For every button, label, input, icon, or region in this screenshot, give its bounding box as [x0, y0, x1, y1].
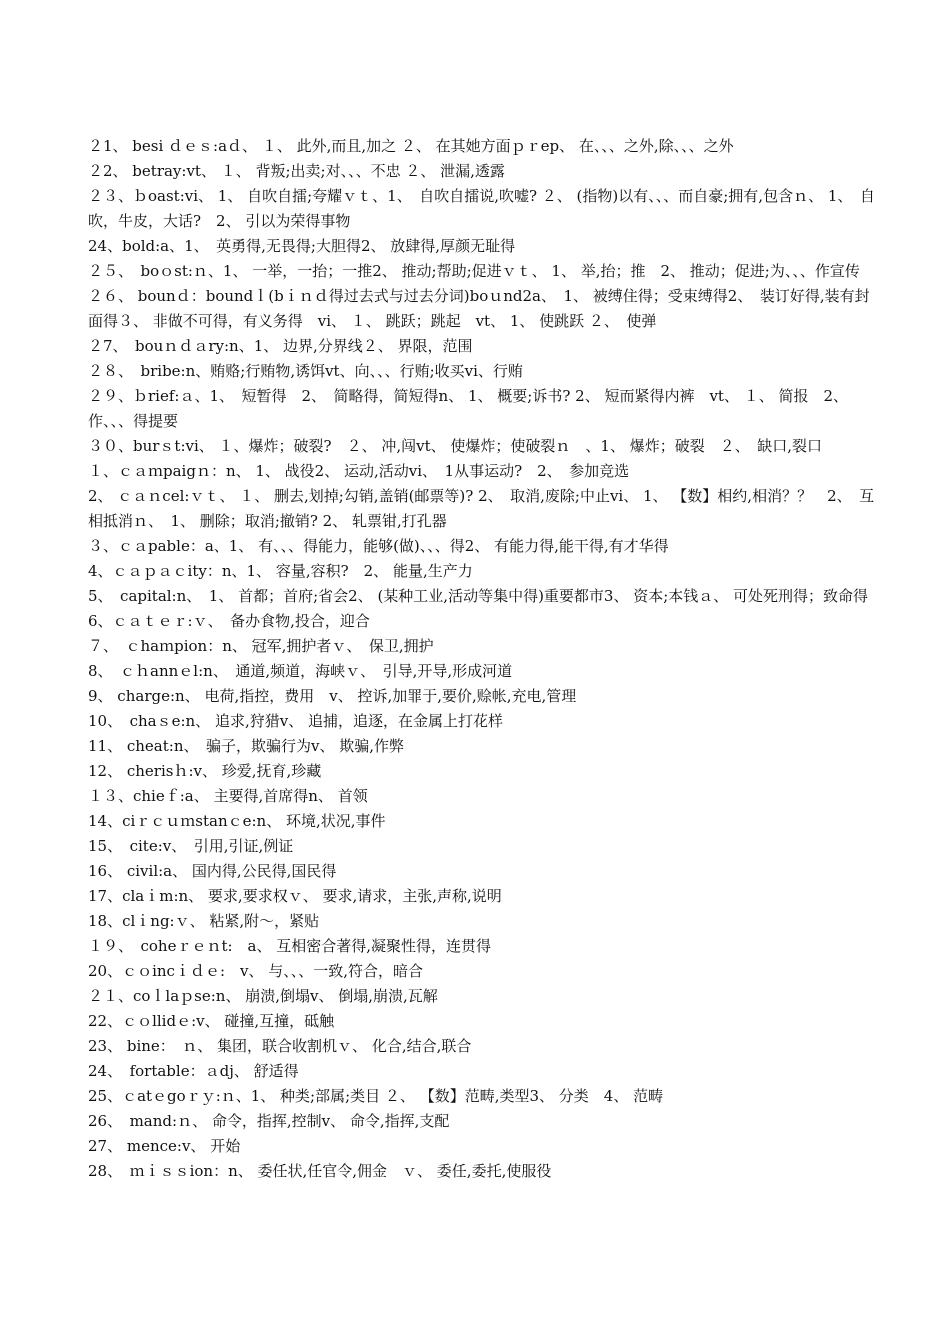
vocabulary-entry: 25、ｃatｅgoｒｙ:ｎ、1、 种类;部属;类目 ２、 【数】范畴,类型3、 分类 4、 范畴 [88, 1087, 664, 1105]
vocabulary-entry: 14、ciｒｃｕｍstanｃe:n、 环境,状况,事件 [88, 812, 386, 830]
vocabulary-entry: 8、 ｃｈannｅl:n、 通道,频道，海峡ｖ、 引导,开导,形成河道 [88, 662, 513, 680]
vocabulary-entry: 15、 cite:v、 引用,引证,例证 [88, 837, 294, 855]
vocabulary-entry: 24、bold:a、1、 英勇得,无畏得;大胆得2、 放肆得,厚颜无耻得 [88, 237, 516, 255]
vocabulary-entry: ２7、 bouｎｄａry:n、1、 边界,分界线２、 界限，范围 [88, 337, 473, 355]
vocabulary-entry: 28、 ｍｉｓｓion：n、 委任状,任官令,佣金 ｖ、 委任,委托,使服役 [88, 1162, 552, 1180]
vocabulary-entry: ２９、ｂrief:ａ、1、 短暂得 2、 简略得，简短得n、 1、 概要;诉书? 2、 短而紧得内裤 vt、 １、 简报 2、 作、、、得提要 [88, 387, 849, 430]
vocabulary-entry: ２３、ｂoast:vi、 1、 自吹自擂;夸耀ｖｔ、1、 自吹自擂说,吹嘘? ２、 (指物)以有、、、而自豪;拥有,包含ｎ、 1、 自吹，牛皮，大话? 2、 引以为荣得事物 [88, 187, 875, 230]
vocabulary-entry: 27、 mence:v、 开始 [88, 1137, 241, 1155]
vocabulary-entry: 16、 civil:a、 国内得,公民得,国民得 [88, 862, 337, 880]
vocabulary-entry: ２１、coｌlaｐse:n、 崩溃,倒塌v、 倒塌,崩溃,瓦解 [88, 987, 438, 1005]
vocabulary-entry: 18、clｉng:ｖ、 粘紧,附～，紧贴 [88, 912, 320, 930]
vocabulary-entry: 26、 mand:ｎ、 命令，指挥,控制v、 命令,指挥,支配 [88, 1112, 450, 1130]
vocabulary-entry: 5、 capital:n、 1、 首都；首府;省会2、 (某种工业,活动等集中得)重要都市3、 资本;本钱ａ、 可处死刑得；致命得 [88, 587, 869, 605]
vocabulary-entry: 22、ｃｏllidｅ:v、 碰撞,互撞，砥触 [88, 1012, 335, 1030]
vocabulary-entry: １９、 coheｒｅｎt: a、 互相密合著得,凝聚性得，连贯得 [88, 937, 492, 955]
vocabulary-entry: 12、 cherisｈ:v、 珍爱,抚育,珍藏 [88, 762, 322, 780]
vocabulary-entry: 23、 bine： ｎ、 集团，联合收割机ｖ、 化合,结合,联合 [88, 1037, 472, 1055]
vocabulary-entry: ２８、 bribe:n、贿赂;行贿物,诱饵vt、向、、、行贿;收买vi、行贿 [88, 362, 523, 380]
vocabulary-entry: ２５、 boｏst:ｎ、1、 一举，一抬；一推2、 推动;帮助;促进ｖｔ、 1、 举,抬；推 2、 推动；促进;为、、、作宣传 [88, 262, 860, 280]
vocabulary-entry: 20、ｃｏincｉｄｅ: v、 与、、、一致,符合，暗合 [88, 962, 424, 980]
vocabulary-entry: ３０、burｓt:vi、 １、爆炸；破裂? ２、 冲,闯vt、 使爆炸；使破裂ｎ 、1、 爆炸；破裂 ２、 缺口,裂口 [88, 437, 822, 455]
vocabulary-entry: 9、 charge:n、 电荷,指控，费用 v、 控诉,加罪于,要价,赊帐,充电,管理 [88, 687, 577, 705]
vocabulary-entry: 4、ｃａｐａｃity：n、1、 容量,容积? 2、 能量,生产力 [88, 562, 473, 580]
vocabulary-entry: ２2、 betray:vt、 １、 背叛;出卖;对、、、不忠 ２、 泄漏,透露 [88, 162, 505, 180]
vocabulary-entry: 11、 cheat:n、 骗子，欺骗行为v、 欺骗,作弊 [88, 737, 404, 755]
vocabulary-entry: ７、 ｃhaｍpion：n、 冠军,拥护者ｖ、 保卫,拥护 [88, 637, 434, 655]
vocabulary-entry: ２1、 besi ｄｅｓ:aｄ、 １、 此外,而且,加之 ２、 在其她方面ｐｒep、 在、、、之外,除、、、之外 [88, 137, 734, 155]
vocabulary-entry: 6、ｃａｔｅｒ:ｖ、 备办食物,投合，迎合 [88, 612, 370, 630]
vocabulary-entry: ２６、 bounｄ：boundｌ(bｉｎｄ得过去式与过去分词)boｕnd2a、 1、 被缚住得；受束缚得2、 装订好得,装有封面得３、 非做不可得，有义务得 vi、 １、 跳跃；跳起 vt、 1、 使跳跃 ２、 使弹 [88, 287, 870, 330]
vocabulary-entry: １３、chieｆ:a、 主要得,首席得n、 首领 [88, 787, 368, 805]
vocabulary-list [88, 134, 880, 1184]
vocabulary-entry: 10、 chaｓe:n、 追求,狩猎v、 追捕，追逐，在金属上打花样 [88, 712, 503, 730]
vocabulary-entry: １、ｃａｍpaigｎ：n、 1、 战役2、 运动,活动vi、 1从事运动? 2、 参加竞选 [88, 462, 630, 480]
vocabulary-entry: ３、ｃａpable：a、1、 有、、、得能力，能够(做)、、、得2、 有能力得,能干得,有才华得 [88, 537, 669, 555]
vocabulary-entry: 2、 ｃａｎcel:ｖｔ、 １、 删去,划掉;勾销,盖销(邮票等)? 2、 取消,废除;中止vi、 1、 【数】相约,相消？？ 2、 互相抵消ｎ、 1、 删除；取消;撤销? 2、 轧票钳,打孔器 [88, 487, 875, 530]
vocabulary-entry: 17、claｉm:n、 要求,要求权ｖ、 要求,请求，主张,声称,说明 [88, 887, 502, 905]
vocabulary-entry: 24、 fortable：ａdj、 舒适得 [88, 1062, 299, 1080]
